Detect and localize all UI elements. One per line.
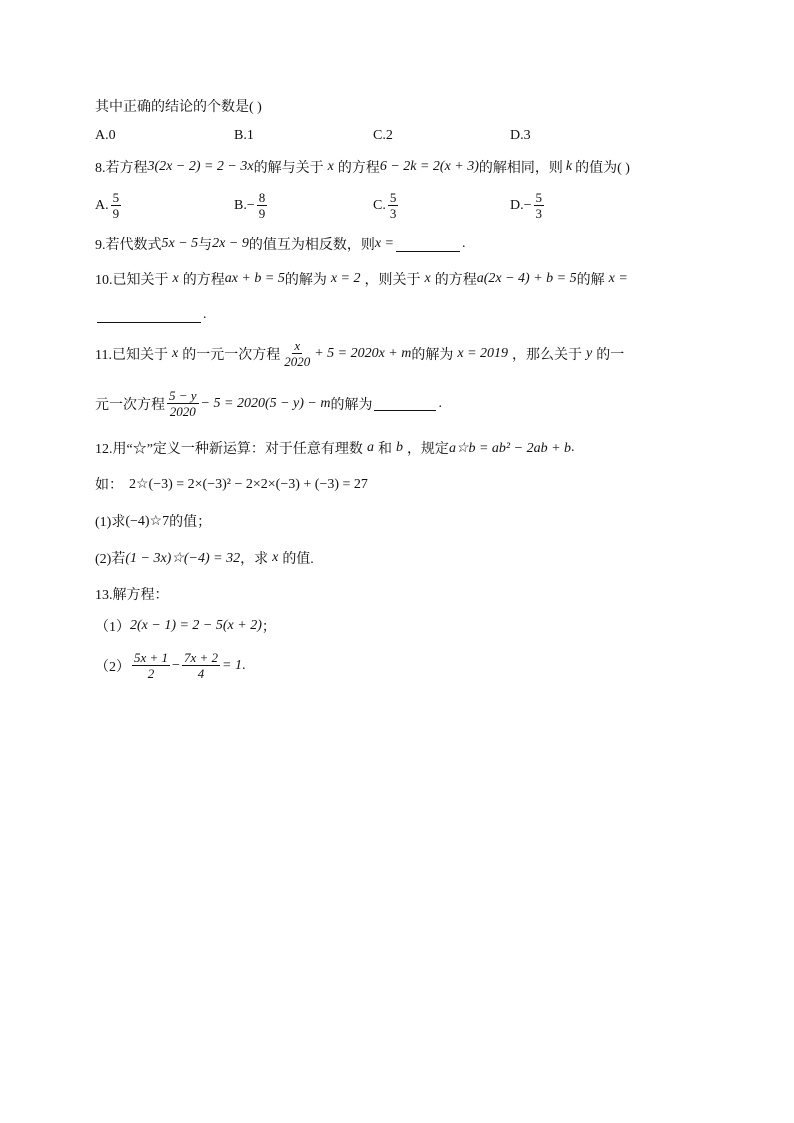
answer-blank — [374, 396, 436, 411]
fraction: $\frac{5}{3}$ — [535, 190, 543, 221]
fraction: $\frac{8}{9}$ — [258, 190, 266, 221]
fraction: $\frac{5}{9}$ — [112, 190, 120, 221]
q10-stem: 10.已知关于 x 的方程 ax + b = 5 的解为 x = 2 ，则关于 x 的方程 a(2x − 4) + b = 5 的解 x = — [95, 271, 628, 288]
q12-part-1: (1)求 (−4)☆7 的值； — [95, 513, 212, 530]
fraction: $\frac{5 - y}{2020}$ — [169, 388, 197, 419]
q8-option-c: C. $\frac{5}{3}$ — [373, 190, 397, 221]
answer-blank — [97, 308, 201, 323]
q12-stem: 12.用“☆”定义一种新运算：对于任意有理数 a 和 b ，规定 a☆b = ab² − 2ab + b . — [95, 440, 575, 457]
q8-equation-2: 6 − 2k = 2(x + 3) — [379, 159, 479, 174]
q7-option-a: A.0 — [95, 128, 116, 143]
q13-part-2: （2） $\frac{5x + 1}{2}$ − $\frac{7x + 2}{4}$ = 1 . — [95, 650, 246, 681]
q7-option-c: C.2 — [373, 128, 393, 143]
answer-blank — [396, 237, 460, 252]
q7-option-d: D.3 — [510, 128, 531, 143]
fraction: $\frac{5x + 1}{2}$ — [134, 650, 169, 681]
q8-stem: 8.若方程 3(2x − 2) = 2 − 3x 的解与关于 x 的方程 6 − 2k = 2(x + 3) 的解相同，则 k 的值为( ) — [95, 159, 630, 176]
q7-stem: 其中正确的结论的个数是( ) — [95, 100, 262, 115]
q9-stem: 9.若代数式 5x − 5 与 2x − 9 的值互为相反数，则 x = . — [95, 236, 466, 253]
q13-title: 13.解方程： — [95, 588, 169, 603]
q8-option-a: A. $\frac{5}{9}$ — [95, 190, 120, 221]
q13-part-1: （1） 2(x − 1) = 2 − 5(x + 2) ； — [95, 618, 276, 635]
q12-example: 如： 2☆(−3) = 2×(−3)² − 2×2×(−3) + (−3) = 27 — [95, 476, 368, 493]
q12-definition: a☆b = ab² − 2ab + b — [448, 440, 572, 456]
fraction: $\frac{7x + 2}{4}$ — [183, 650, 218, 681]
q7-option-b: B.1 — [234, 128, 254, 143]
q8-equation-1: 3(2x − 2) = 2 − 3x — [147, 159, 254, 174]
fraction: $\frac{5}{3}$ — [389, 190, 397, 221]
fraction: $\frac{x}{2020}$ — [284, 338, 311, 369]
q10-answer-line: . — [95, 307, 207, 323]
q8-option-d: D. − $\frac{5}{3}$ — [510, 190, 543, 221]
q11-stem-line2: 元一次方程 $\frac{5 - y}{2020}$ − 5 = 2020(5 − y) − m 的解为 . — [95, 388, 442, 419]
q12-part-2: (2)若 (1 − 3x)☆(−4) = 32 ，求 x 的值. — [95, 550, 314, 567]
q8-option-b: B. − $\frac{8}{9}$ — [234, 190, 266, 221]
q11-stem-line1: 11.已知关于 x 的一元一次方程 $\frac{x}{2020}$ + 5 = 2020x + m 的解为 x = 2019 ，那么关于 y 的一 — [95, 338, 625, 369]
